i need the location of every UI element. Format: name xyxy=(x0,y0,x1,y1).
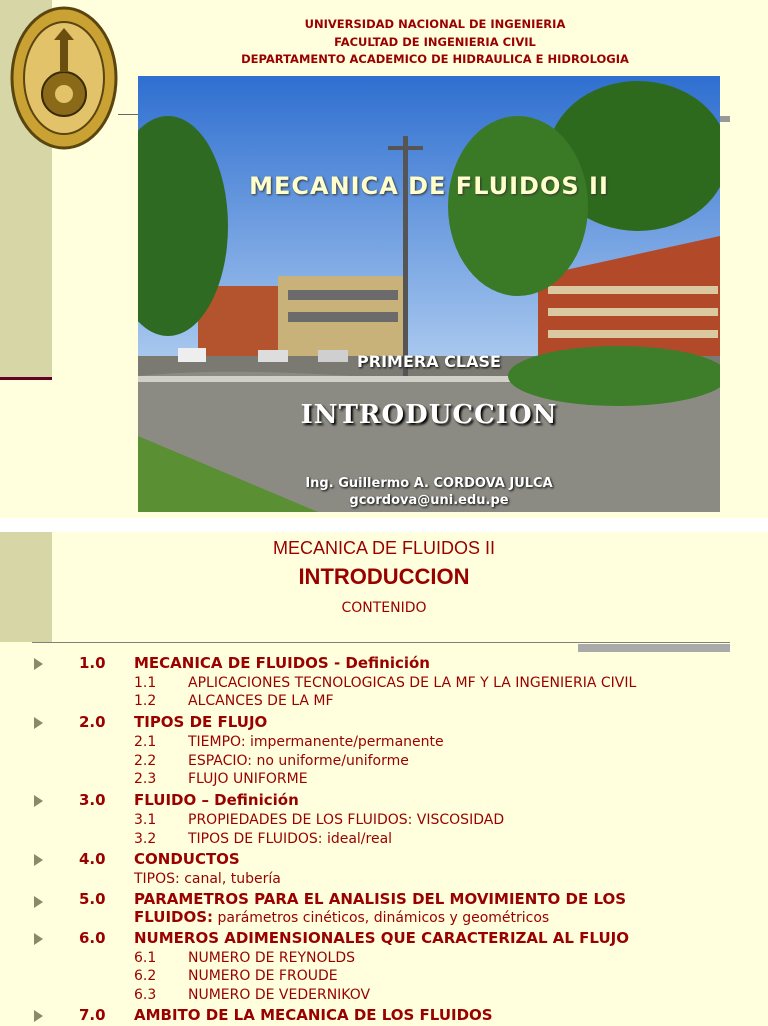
subsection-title: ALCANCES DE LA MF xyxy=(188,693,334,709)
section-title: CONDUCTOS xyxy=(134,850,240,868)
university-name: UNIVERSIDAD NACIONAL DE INGENIERIA xyxy=(304,17,566,31)
divider-accent xyxy=(578,644,730,652)
subsection-item xyxy=(0,693,768,713)
section-number: 6.0 xyxy=(79,929,106,947)
section-title: AMBITO DE LA MECANICA DE LOS FLUIDOS xyxy=(134,1006,493,1024)
section-note xyxy=(0,871,768,891)
subsection-number: 1.2 xyxy=(134,693,157,709)
bullet-arrow-icon xyxy=(34,854,43,866)
subsection-title: NUMERO DE REYNOLDS xyxy=(188,950,356,966)
contents-item xyxy=(0,1006,768,1026)
author-name: Ing. Guillermo A. CORDOVA JULCA xyxy=(305,476,553,491)
subsection-title: NUMERO DE FROUDE xyxy=(188,968,338,984)
contents-item xyxy=(0,929,768,949)
subsection-item xyxy=(0,968,768,988)
slide-title: MECANICA DE FLUIDOS II xyxy=(272,538,496,558)
divider-line xyxy=(32,642,730,643)
subsection-title: APLICACIONES TECNOLOGICAS DE LA MF Y LA INGENIERIA CIVIL xyxy=(188,675,637,691)
section-title: PARAMETROS PARA EL ANALISIS DEL MOVIMIENTO DE LOS xyxy=(134,890,627,908)
subsection-item xyxy=(0,950,768,970)
section-number: 5.0 xyxy=(79,890,106,908)
contents-item xyxy=(0,654,768,674)
slide-separator xyxy=(0,518,768,532)
bullet-arrow-icon xyxy=(34,1010,43,1022)
faculty-name: FACULTAD DE INGENIERIA CIVIL xyxy=(334,35,536,49)
section-title-continuation xyxy=(0,908,768,928)
campus-photo xyxy=(138,76,720,512)
section-number: 1.0 xyxy=(79,654,106,672)
bullet-arrow-icon xyxy=(34,658,43,670)
section-title-line2 xyxy=(134,908,549,926)
section-number: 7.0 xyxy=(79,1006,106,1024)
contents-item xyxy=(0,890,768,910)
subsection-number: 6.2 xyxy=(134,968,157,984)
subsection-item xyxy=(0,831,768,851)
subsection-title: ESPACIO: no uniforme/uniforme xyxy=(188,753,409,769)
sidebar-accent-line xyxy=(0,377,52,380)
subsection-number: 2.3 xyxy=(134,771,157,787)
section-title: NUMEROS ADIMENSIONALES QUE CARACTERIZAL AL FLUJO xyxy=(134,929,629,947)
author-email: gcordova@uni.edu.pe xyxy=(349,493,509,508)
seal-connector-line xyxy=(118,114,138,115)
subsection-item xyxy=(0,812,768,832)
subsection-item xyxy=(0,987,768,1007)
subsection-number: 6.3 xyxy=(134,987,157,1003)
section-number: 4.0 xyxy=(79,850,106,868)
subsection-number: 1.1 xyxy=(134,675,157,691)
subsection-item xyxy=(0,771,768,791)
contents-slide xyxy=(0,532,768,1024)
section-number: 3.0 xyxy=(79,791,106,809)
subsection-number: 6.1 xyxy=(134,950,157,966)
slide-subtitle: INTRODUCCION xyxy=(298,564,470,589)
subsection-item xyxy=(0,734,768,754)
course-title: MECANICA DE FLUIDOS II xyxy=(249,172,609,200)
contents-item xyxy=(0,713,768,733)
department-name: DEPARTAMENTO ACADEMICO DE HIDRAULICA E HIDROLOGIA xyxy=(241,52,629,66)
contents-item xyxy=(0,791,768,811)
subsection-title: NUMERO DE VEDERNIKOV xyxy=(188,987,371,1003)
contents-item xyxy=(0,850,768,870)
topic-title: INTRODUCCION xyxy=(300,400,558,430)
subsection-number: 3.2 xyxy=(134,831,157,847)
section-title: TIPOS DE FLUJO xyxy=(134,713,268,731)
section-title: MECANICA DE FLUIDOS - Definición xyxy=(134,654,430,672)
section-title-line2-bold: FLUIDOS: xyxy=(134,908,214,926)
section-note-text: TIPOS: canal, tubería xyxy=(134,871,281,887)
subsection-number: 2.2 xyxy=(134,753,157,769)
class-label: PRIMERA CLASE xyxy=(357,352,501,371)
bullet-arrow-icon xyxy=(34,896,43,908)
section-title-line2-rest: parámetros cinéticos, dinámicos y geométricos xyxy=(213,910,550,926)
bullet-arrow-icon xyxy=(34,933,43,945)
subsection-item xyxy=(0,753,768,773)
subsection-title: FLUJO UNIFORME xyxy=(188,771,308,787)
bullet-arrow-icon xyxy=(34,795,43,807)
subsection-number: 3.1 xyxy=(134,812,157,828)
subsection-title: TIPOS DE FLUIDOS: ideal/real xyxy=(188,831,393,847)
university-seal-icon xyxy=(10,6,118,154)
contents-label: CONTENIDO xyxy=(341,600,427,616)
bullet-arrow-icon xyxy=(34,717,43,729)
section-title: FLUIDO – Definición xyxy=(134,791,299,809)
subsection-number: 2.1 xyxy=(134,734,157,750)
subsection-title: TIEMPO: impermanente/permanente xyxy=(188,734,444,750)
section-number: 2.0 xyxy=(79,713,106,731)
subsection-title: PROPIEDADES DE LOS FLUIDOS: VISCOSIDAD xyxy=(188,812,505,828)
subsection-item xyxy=(0,675,768,695)
corner-marker xyxy=(720,116,730,122)
